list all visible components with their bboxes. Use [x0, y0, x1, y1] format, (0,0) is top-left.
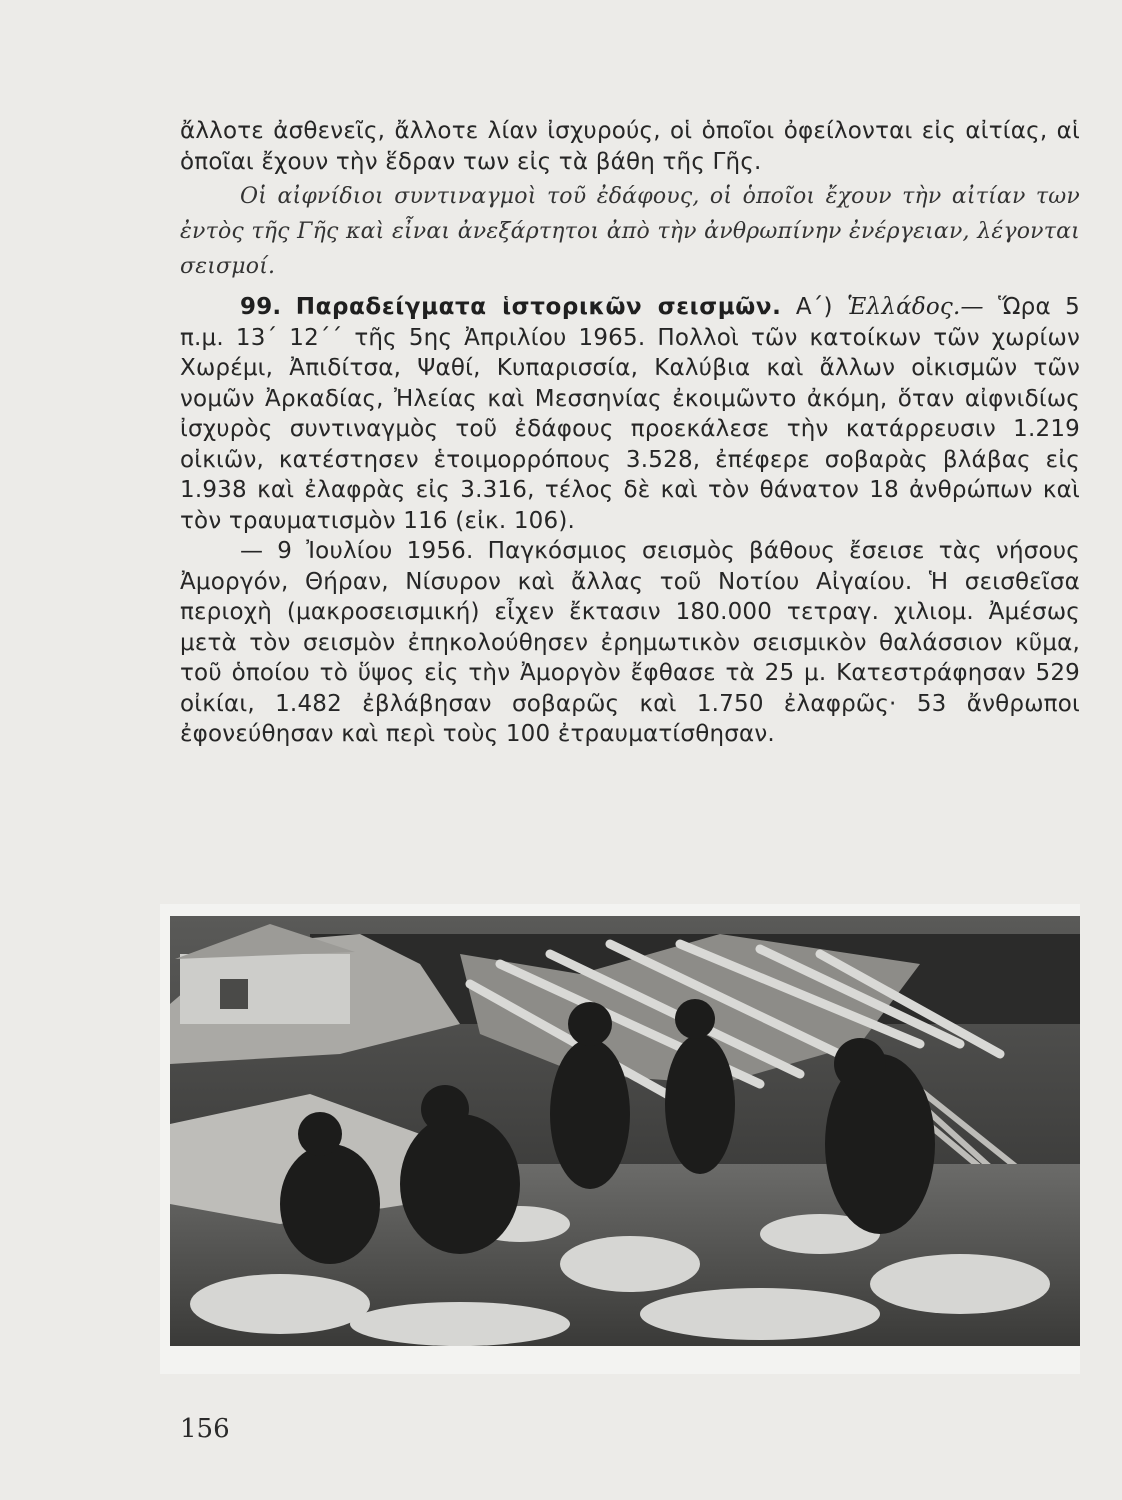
paragraph-continued: ἄλλοτε ἀσθενεῖς, ἄλλοτε λίαν ἰσχυρούς, οἱ ὁποῖοι ὀφείλονται εἰς αἰτίας, αἱ ὁποῖαι ἔχουν τὴν ἕδραν των εἰς τὰ βάθη τῆς Γῆς.: [180, 118, 1080, 175]
page-number: 156: [180, 1414, 230, 1444]
subsection-name: Ἑλλάδος.—: [847, 294, 984, 320]
earthquake-ruins-photo: [160, 904, 1080, 1374]
section-number: 99.: [240, 294, 282, 320]
page-body-text: [180, 116, 1080, 750]
earthquake-definition: Οἱ αἰφνίδιοι συντιναγμοὶ τοῦ ἐδάφους, οἱ ὁποῖοι ἔχουν τὴν αἰτίαν των ἐντὸς τῆς Γῆς καὶ εἶναι ἀνεξάρτητοι ἀπὸ τὴν ἀνθρωπίνην ἐνέργειαν, λέγονται σεισμοί.: [180, 184, 1080, 279]
section-99-paragraph: [180, 292, 1080, 536]
subsection-label: Α΄): [795, 294, 833, 320]
paragraph-1956-earthquake: — 9 Ἰουλίου 1956. Παγκόσμιος σεισμὸς βάθους ἔσεισε τὰς νήσους Ἀμοργόν, Θήραν, Νίσυρον καὶ ἄλλας τοῦ Νοτίου Αἰγαίου. Ἡ σεισθεῖσα περιοχὴ (μακροσεισμική) εἶχεν ἔκτασιν 180.000 τετραγ. χιλιομ. Ἀμέσως μετὰ τὸν σεισμὸν ἐπηκολούθησεν ἐρημωτικὸν σεισμικὸν θαλάσσιον κῦμα, τοῦ ὁποίου τὸ ὕψος εἰς τὴν Ἀμοργὸν ἔφθασε τὰ 25 μ. Κατεστράφησαν 529 οἰκίαι, 1.482 ἐβλάβησαν σοβαρῶς καὶ 1.750 ἐλαφρῶς· 53 ἄνθρωποι ἐφονεύθησαν καὶ περὶ τοὺς 100 ἐτραυματίσθησαν.: [180, 538, 1080, 747]
section-title: Παραδείγματα ἱστορικῶν σεισμῶν.: [295, 294, 782, 320]
section-text: Ὥρα 5 π.μ. 13΄ 12΄΄ τῆς 5ης Ἀπριλίου 1965. Πολλοὶ τῶν κατοίκων τῶν χωρίων Χωρέμι, Ἀπιδίτσα, Ψαθί, Κυπαρισσία, Καλύβια καὶ ἄλλων οἰκισμῶν τῶν νομῶν Ἀρκαδίας, Ἠλείας καὶ Μεσσηνίας ἐκοιμῶντο ἀκόμη, ὅταν αἰφνιδίως ἰσχυρὸς συντιναγμὸς τοῦ ἐδάφους προεκάλεσε τὴν κατάρρευσιν 1.219 οἰκιῶν, κατέστησεν ἑτοιμορρόπους 3.528, ἐπέφερε σοβαρὰς βλάβας εἰς 1.938 καὶ ἐλαφρὰς εἰς 3.316, τέλος δὲ καὶ τὸν θάνατον 18 ἀνθρώπων καὶ τὸν τραυματισμὸν 116 (εἰκ. 106).: [180, 294, 1081, 534]
